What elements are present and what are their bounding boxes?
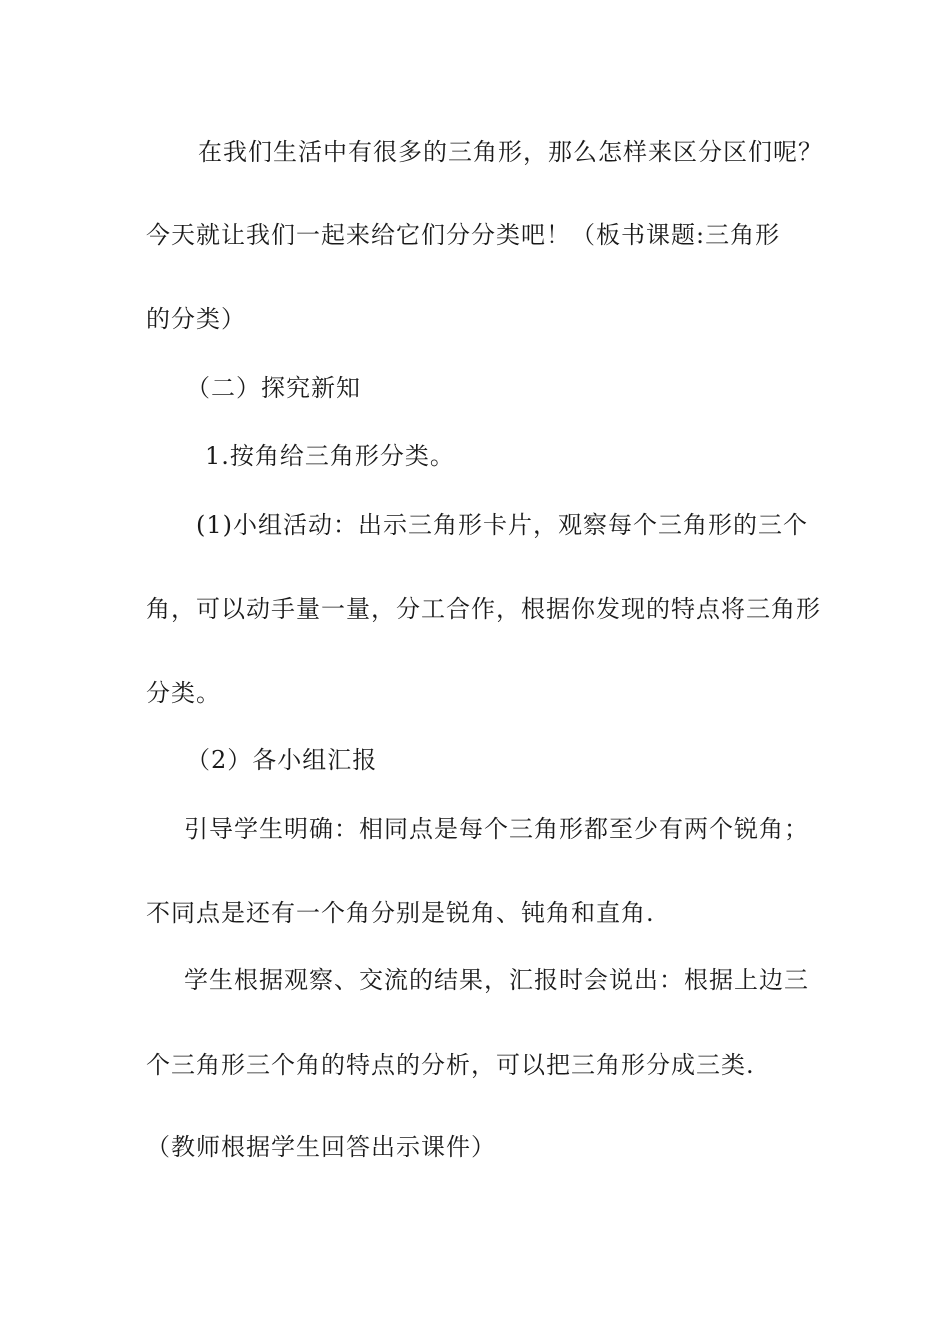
subsection-heading-classify-by-angle: 1.按角给三角形分类。	[205, 442, 455, 470]
paragraph-teacher-note: （教师根据学生回答出示课件）	[146, 1133, 496, 1161]
paragraph-students-line-1: 学生根据观察、交流的结果，汇报时会说出：根据上边三	[184, 966, 809, 994]
paragraph-intro-line-3: 的分类）	[146, 305, 246, 333]
paragraph-guide-line-2: 不同点是还有一个角分别是锐角、钝角和直角.	[146, 899, 655, 927]
paragraph-intro-line-2: 今天就让我们一起来给它们分分类吧！（板书课题:三角形	[146, 221, 781, 249]
paragraph-activity-line-3: 分类。	[146, 679, 221, 707]
subsection-heading-group-report: （2）各小组汇报	[186, 746, 378, 774]
paragraph-activity-line-1: (1)小组活动：出示三角形卡片，观察每个三角形的三个	[196, 511, 808, 539]
section-heading-explore: （二）探究新知	[186, 374, 361, 402]
paragraph-intro-line-1: 在我们生活中有很多的三角形，那么怎样来区分区们呢？	[198, 138, 823, 166]
paragraph-activity-line-2: 角，可以动手量一量，分工合作，根据你发现的特点将三角形	[146, 595, 821, 623]
paragraph-guide-line-1: 引导学生明确：相同点是每个三角形都至少有两个锐角；	[184, 815, 809, 843]
paragraph-students-line-2: 个三角形三个角的特点的分析，可以把三角形分成三类.	[146, 1051, 755, 1079]
